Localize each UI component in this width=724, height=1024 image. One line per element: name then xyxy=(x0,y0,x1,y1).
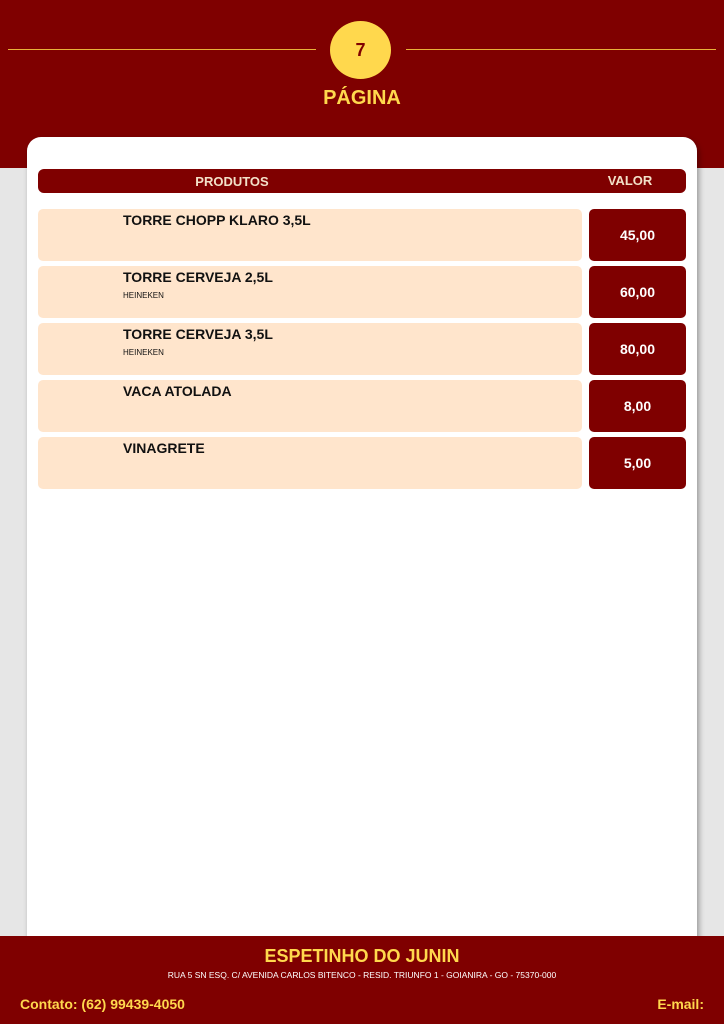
item-description-box xyxy=(38,209,582,261)
business-address: RUA 5 SN ESQ. C/ AVENIDA CARLOS BITENCO - RESID. TRIUNFO 1 - GOIANIRA - GO - 75370-000 xyxy=(167,970,557,980)
menu-item-row xyxy=(38,437,686,489)
business-name: ESPETINHO DO JUNIN xyxy=(264,946,460,966)
page-title: PÁGINA xyxy=(323,87,401,109)
item-name: TORRE CERVEJA 2,5L xyxy=(123,269,273,285)
item-price: 60,00 xyxy=(589,266,686,318)
table-header xyxy=(38,169,686,193)
products-column-header: PRODUTOS xyxy=(195,174,269,189)
menu-item-row xyxy=(38,266,686,318)
item-subtitle: HEINEKEN xyxy=(123,291,164,300)
header-divider-left xyxy=(8,49,316,50)
item-description-box xyxy=(38,380,582,432)
header-divider-right xyxy=(406,49,716,50)
menu-item-row xyxy=(38,323,686,375)
item-name: VINAGRETE xyxy=(123,440,205,456)
item-name: TORRE CHOPP KLARO 3,5L xyxy=(123,212,311,228)
contact-phone: Contato: (62) 99439-4050 xyxy=(20,996,185,1012)
item-name: VACA ATOLADA xyxy=(123,383,232,399)
page-number-badge: 7 xyxy=(330,21,391,79)
email-label: E-mail: xyxy=(657,996,704,1012)
item-description-box xyxy=(38,266,582,318)
item-description-box xyxy=(38,323,582,375)
item-subtitle: HEINEKEN xyxy=(123,348,164,357)
item-price: 80,00 xyxy=(589,323,686,375)
item-price: 5,00 xyxy=(589,437,686,489)
value-column-header: VALOR xyxy=(607,173,653,188)
footer-band xyxy=(0,936,724,1024)
item-price: 8,00 xyxy=(589,380,686,432)
item-name: TORRE CERVEJA 3,5L xyxy=(123,326,273,342)
item-price: 45,00 xyxy=(589,209,686,261)
menu-item-row xyxy=(38,380,686,432)
item-description-box xyxy=(38,437,582,489)
menu-item-row xyxy=(38,209,686,261)
